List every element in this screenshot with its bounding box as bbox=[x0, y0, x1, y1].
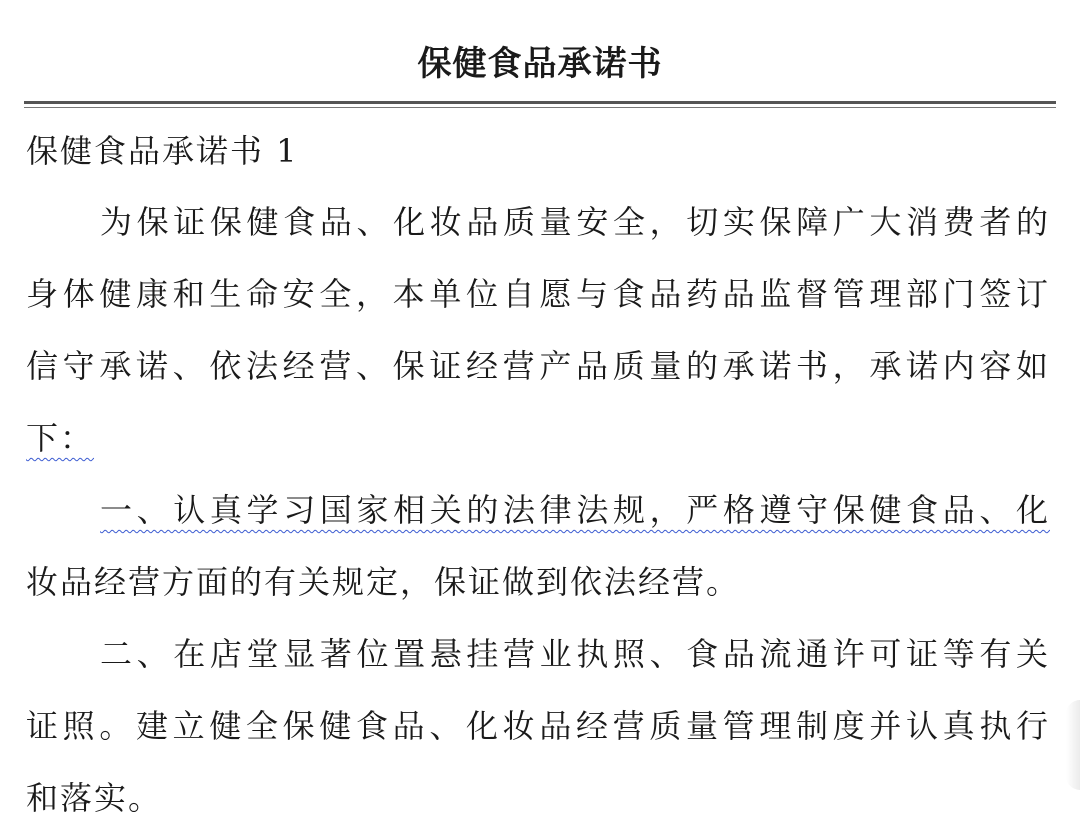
document-body[interactable] bbox=[26, 116, 1050, 817]
title-divider-thick bbox=[24, 101, 1056, 104]
spellcheck-flagged-text[interactable]: 一、认真学习国家相关的法律法规，严格遵守保健食品、化 bbox=[100, 491, 1050, 529]
paragraph-3-line-2: 证照。建立健全保健食品、化妆品经营质量管理制度并认真执行 bbox=[26, 707, 1050, 745]
paragraph-1-line-3: 信守承诺、依法经营、保证经营产品质量的承诺书，承诺内容如 bbox=[26, 347, 1050, 385]
floating-edge-handle[interactable] bbox=[1066, 700, 1080, 790]
paragraph-1-line-4 bbox=[26, 402, 1050, 474]
paragraph-1-line-2: 身体健康和生命安全，本单位自愿与食品药品监督管理部门签订 bbox=[26, 275, 1050, 313]
subtitle: 保健食品承诺书 1 bbox=[26, 132, 299, 170]
paragraph-3-line-3: 和落实。 bbox=[26, 779, 163, 817]
paragraph-1-line-1: 为保证保健食品、化妆品质量安全，切实保障广大消费者的 bbox=[100, 203, 1050, 241]
paragraph-2-line-2: 妆品经营方面的有关规定，保证做到依法经营。 bbox=[26, 563, 741, 601]
document-title: 保健食品承诺书 bbox=[417, 44, 663, 84]
spellcheck-flagged-text[interactable]: 下： bbox=[26, 419, 95, 457]
title-divider-thin bbox=[24, 107, 1056, 108]
paragraph-2-line-1 bbox=[26, 474, 1050, 546]
paragraph-3-line-1: 二、在店堂显著位置悬挂营业执照、食品流通许可证等有关 bbox=[100, 635, 1050, 673]
